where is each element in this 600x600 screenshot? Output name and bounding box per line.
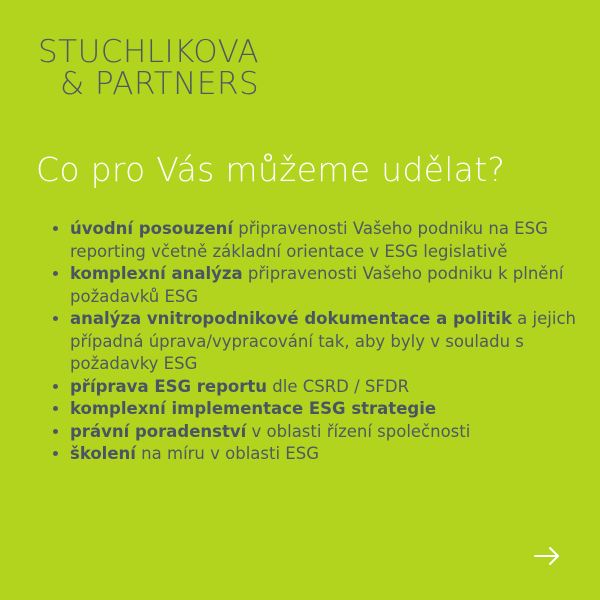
service-highlight: analýza vnitropodnikové dokumentace a politik bbox=[70, 309, 512, 328]
service-highlight: komplexní implementace ESG strategie bbox=[70, 399, 437, 418]
service-highlight: právní poradenství bbox=[70, 421, 247, 441]
service-item bbox=[70, 443, 590, 466]
service-description: na míru v oblasti ESG bbox=[135, 444, 319, 463]
service-description: a jejich případná úprava/vypracování tak, aby byly v souladu s požadavky ESG bbox=[70, 309, 576, 373]
service-item bbox=[70, 263, 590, 308]
service-highlight: příprava ESG reportu bbox=[70, 376, 268, 396]
service-description: v oblasti řízení společnosti bbox=[246, 421, 471, 441]
service-item bbox=[70, 421, 590, 444]
service-item bbox=[70, 398, 590, 421]
service-description: připravenosti Vašeho podniku k plnění požadavků ESG bbox=[70, 264, 564, 306]
service-highlight: úvodní posouzení bbox=[70, 219, 234, 238]
service-highlight: školení bbox=[70, 444, 136, 463]
services-list bbox=[50, 218, 590, 466]
brand-name-line1: STUCHLIKOVA bbox=[38, 34, 260, 70]
service-item bbox=[70, 308, 590, 376]
arrow-right-icon[interactable] bbox=[532, 541, 562, 571]
service-description: připravenosti Vašeho podniku na ESG reporting včetně základní orientace v ESG legislativě bbox=[70, 219, 548, 261]
service-item bbox=[70, 218, 590, 263]
service-highlight: komplexní analýza bbox=[70, 264, 243, 283]
service-item bbox=[70, 376, 590, 399]
page-headline: Co pro Vás můžeme udělat? bbox=[36, 150, 506, 189]
service-description: dle CSRD / SFDR bbox=[267, 376, 410, 396]
brand-logo bbox=[38, 36, 259, 100]
brand-name-line2: & PARTNERS bbox=[60, 66, 260, 102]
